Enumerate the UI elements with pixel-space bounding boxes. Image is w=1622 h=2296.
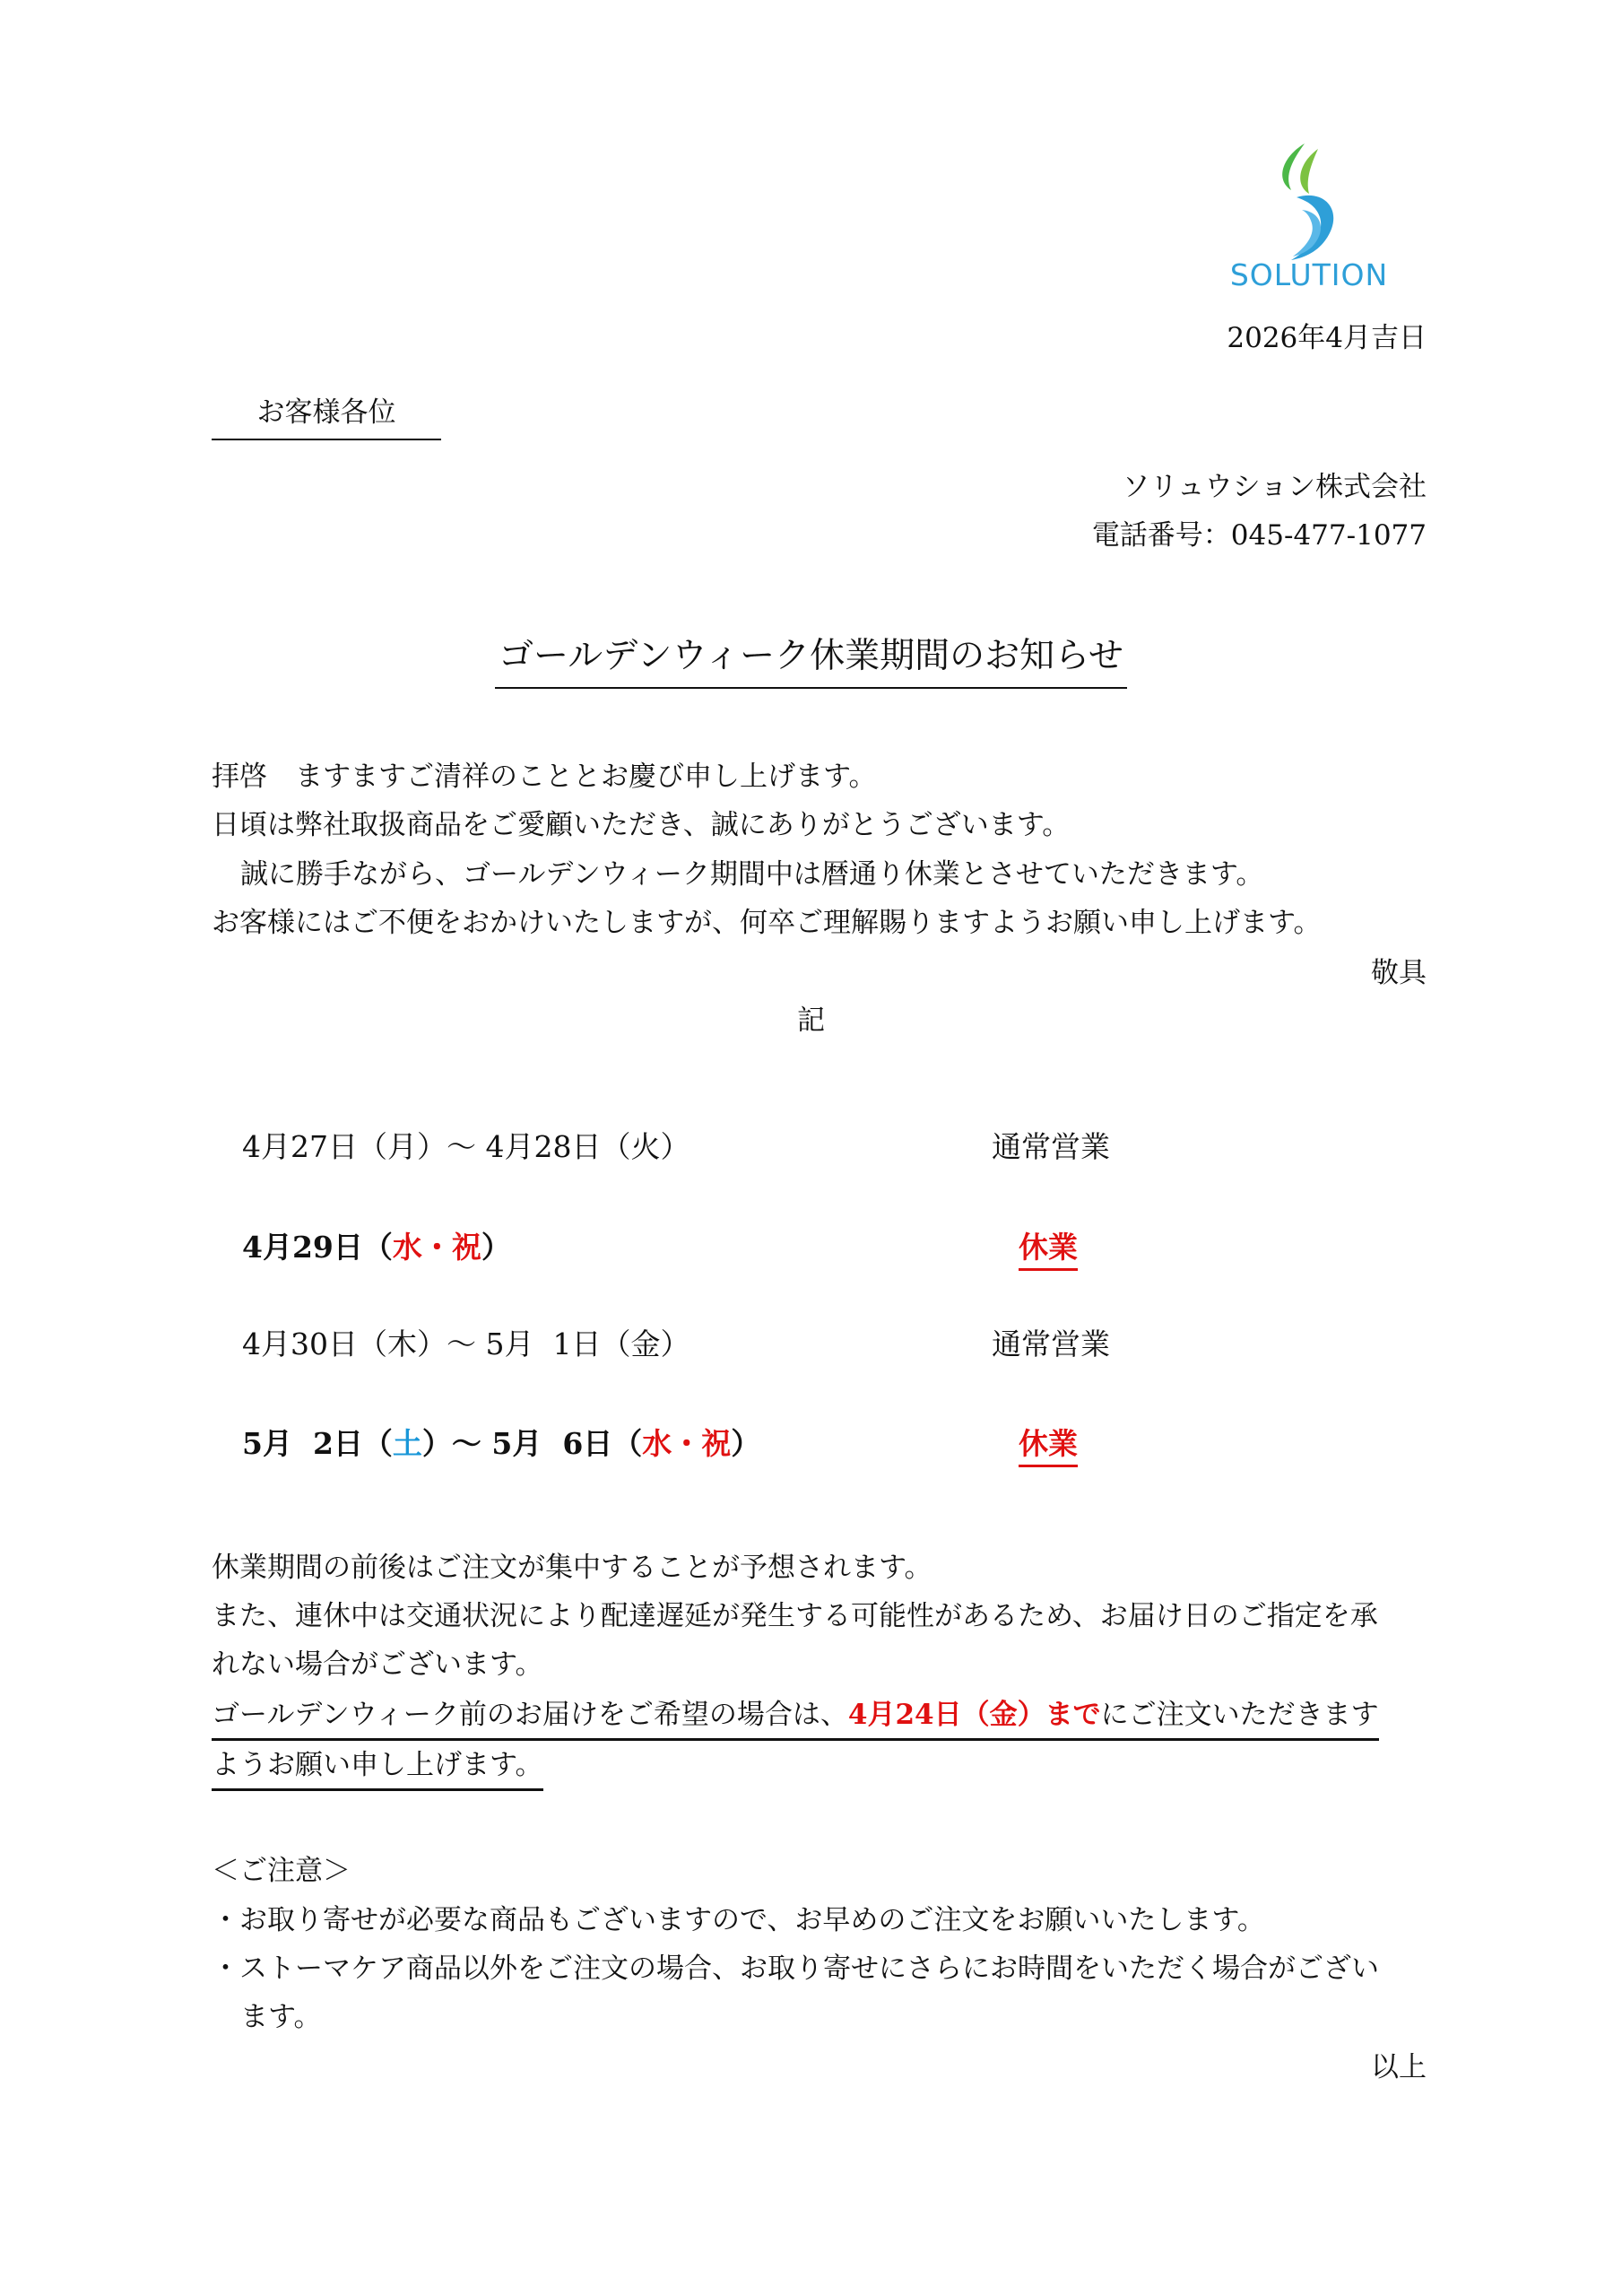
schedule-date-4: 5月 2日（土）～ 5月 6日（水・祝）: [242, 1426, 761, 1461]
caution-item-2: ・ストーマケア商品以外をご注文の場合、お取り寄せにさらにお時間をいただく場合がござい: [212, 1952, 1379, 1985]
schedule-status-3: 通常営業: [992, 1326, 1110, 1361]
addressee: お客様各位: [212, 399, 441, 440]
closing-greeting: 敬具: [1371, 957, 1427, 989]
notes-line-3: れない場合がございます。: [212, 1648, 543, 1681]
schedule-date-1: 4月27日（月）～ 4月28日（火）: [242, 1129, 690, 1164]
page-title-text: ゴールデンウィーク休業期間のお知らせ: [495, 636, 1127, 689]
page-title: [0, 636, 1622, 676]
greeting-line-4: お客様にはご不便をおかけいたしますが、何卒ご理解賜りますようお願い申し上げます。: [212, 907, 1322, 939]
greeting-line-1: 拝啓 ますますご清祥のこととお慶び申し上げます。: [212, 761, 877, 793]
caution-item-1: ・お取り寄せが必要な商品もございますので、お早めのご注文をお願いいたします。: [212, 1904, 1265, 1936]
schedule-status-1: 通常営業: [992, 1129, 1110, 1164]
notes-line-5: ようお願い申し上げます。: [212, 1752, 543, 1779]
greeting-line-2: 日頃は弊社取扱商品をご愛顧いただき、誠にありがとうございます。: [212, 809, 1071, 841]
schedule-status-4: 休業: [1019, 1429, 1078, 1458]
notes-line-2: また、連休中は交通状況により配達遅延が発生する可能性があるため、お届け日のご指定を承: [212, 1600, 1378, 1632]
schedule-status-2: 休業: [1019, 1232, 1078, 1262]
logo-text: SOLUTION: [1229, 257, 1389, 292]
issue-date: 2026年4月吉日: [1227, 322, 1427, 354]
notes-line-4: ゴールデンウィーク前のお届けをご希望の場合は、4月24日（金）までにご注文いただきます: [212, 1701, 1379, 1729]
caution-heading: ＜ご注意＞: [212, 1855, 351, 1887]
phone-number: 電話番号：045-477-1077: [1091, 519, 1427, 552]
notes-line-1: 休業期間の前後はご注文が集中することが予想されます。: [212, 1552, 932, 1584]
company-name: ソリュウション株式会社: [1122, 471, 1427, 503]
greeting-line-3: 誠に勝手ながら、ゴールデンウィーク期間中は暦通り休業とさせていただきます。: [240, 858, 1264, 891]
schedule-date-2: 4月29日（水・祝）: [242, 1230, 511, 1265]
order-deadline: 4月24日（金）まで: [847, 1699, 1101, 1731]
schedule-date-3: 4月30日（木）～ 5月 1日（金）: [242, 1326, 690, 1361]
closing-ijo: 以上: [1371, 2051, 1427, 2083]
caution-item-2-cont: ます。: [240, 2001, 322, 2033]
ki-mark: 記: [797, 1004, 825, 1037]
